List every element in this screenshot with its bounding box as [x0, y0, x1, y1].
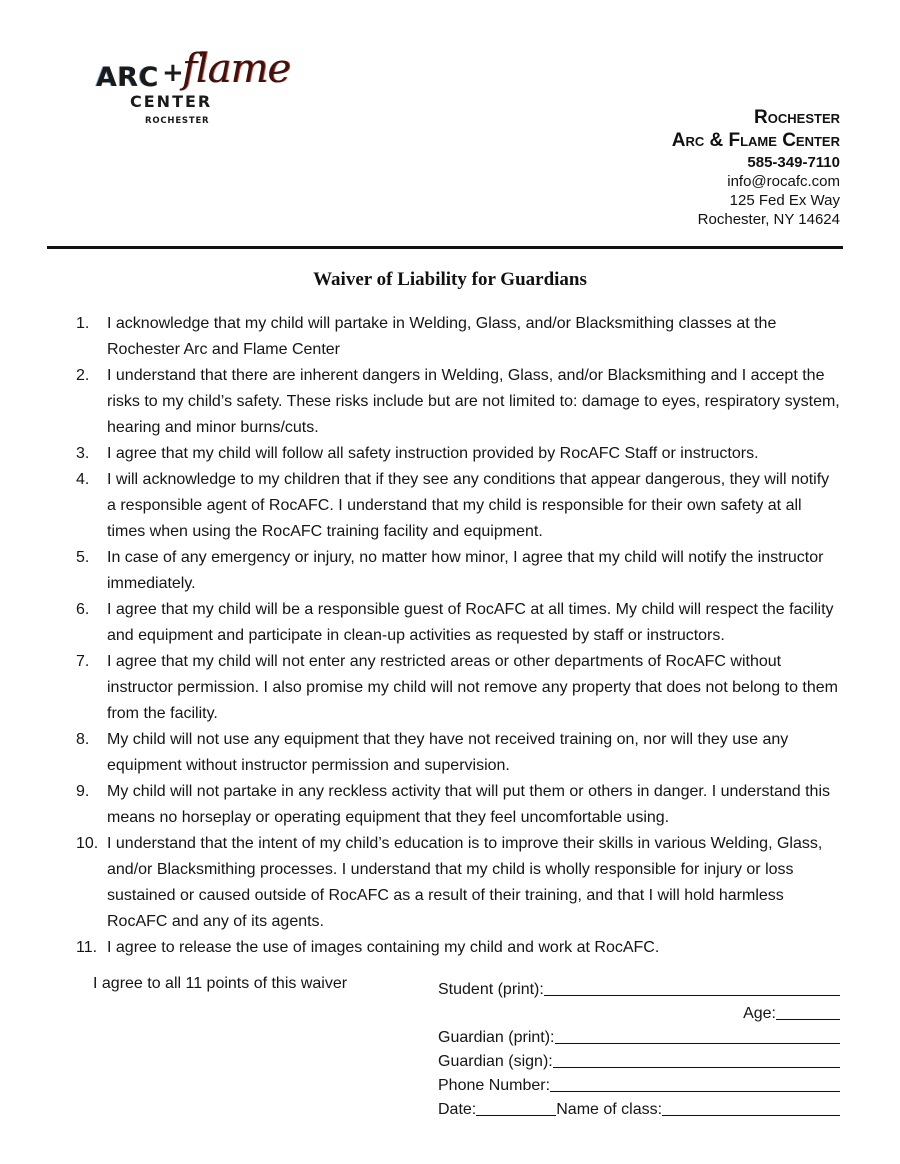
term-number: 9.	[76, 783, 90, 800]
student-print-label: Student (print):	[438, 981, 544, 998]
waiver-term	[0, 831, 900, 935]
org-name-line2: Arc & Flame Center	[671, 130, 840, 151]
term-number: 6.	[76, 601, 90, 618]
term-text: My child will not use any equipment that they have not received training on, nor will they use any equipment without instructor permission and supervision.	[107, 731, 789, 774]
header-divider	[47, 246, 843, 249]
term-text: In case of any emergency or injury, no matter how minor, I agree that my child will notify the instructor immediately.	[107, 549, 824, 592]
term-number: 1.	[76, 315, 90, 332]
waiver-term	[0, 545, 900, 597]
term-number: 10.	[76, 835, 99, 852]
waiver-term	[0, 935, 900, 961]
term-number: 3.	[76, 445, 90, 462]
guardian-print-label: Guardian (print):	[438, 1029, 555, 1046]
contact-email: info@rocafc.com	[727, 173, 840, 190]
age-row	[438, 999, 840, 1023]
class-name-label: Name of class:	[556, 1101, 663, 1118]
org-name-line1: Rochester	[754, 107, 840, 128]
waiver-term	[0, 597, 900, 649]
guardian-print-row	[438, 1023, 840, 1047]
logo-center-text: CENTER	[130, 92, 213, 111]
waiver-term	[0, 649, 900, 727]
signature-block	[438, 975, 840, 1119]
waiver-term	[0, 467, 900, 545]
term-number: 8.	[76, 731, 90, 748]
term-text: I agree that my child will be a responsible guest of RocAFC at all times. My child will respect the facility and equipment and participate in clean-up activities as requested by staff or instructors.	[107, 601, 834, 644]
term-text: My child will not partake in any reckless activity that will put them or others in danger. I understand this means no horseplay or operating equipment that they feel uncomfortable using.	[107, 783, 831, 826]
term-text: I will acknowledge to my children that if they see any conditions that appear dangerous, they will notify a responsible agent of RocAFC. I understand that my child is responsible for their own safety at all times when using the RocAFC training facility and equipment.	[107, 471, 830, 540]
contact-block	[672, 106, 840, 229]
class-name-field[interactable]	[662, 1097, 840, 1116]
term-text: I understand that there are inherent dangers in Welding, Glass, and/or Blacksmithing and I accept the risks to my child’s safety. These risks include but are not limited to: damage to eyes, respiratory system, hearing and minor burns/cuts.	[107, 367, 840, 436]
term-text: I acknowledge that my child will partake in Welding, Glass, and/or Blacksmithing classes at the Rochester Arc and Flame Center	[107, 315, 777, 358]
guardian-signature-field[interactable]	[553, 1049, 840, 1068]
phone-field[interactable]	[550, 1073, 840, 1092]
term-text: I agree that my child will not enter any restricted areas or other departments of RocAFC without instructor permission. I also promise my child will not remove any property that does not belong to them from the facility.	[107, 653, 838, 722]
term-text: I understand that the intent of my child’s education is to improve their skills in various Welding, Glass, and/or Blacksmithing processes. I understand that my child is wholly responsible for injury or loss sustained or caused outside of RocAFC as a result of their training, and that I will hold harmless RocAFC and any of its agents.	[107, 835, 823, 930]
guardian-sign-label: Guardian (sign):	[438, 1053, 553, 1070]
student-print-field[interactable]	[544, 977, 840, 996]
waiver-term	[0, 363, 900, 441]
term-number: 2.	[76, 367, 90, 384]
contact-street: 125 Fed Ex Way	[729, 192, 840, 209]
phone-row	[438, 1071, 840, 1095]
term-number: 7.	[76, 653, 90, 670]
document-title: Waiver of Liability for Guardians	[313, 269, 587, 290]
logo-arc-text: ARC	[96, 62, 160, 93]
age-field[interactable]	[776, 1001, 840, 1020]
age-label: Age:	[743, 1005, 776, 1022]
guardian-sign-row	[438, 1047, 840, 1071]
date-label: Date:	[438, 1101, 477, 1118]
logo-location-text: ROCHESTER	[145, 116, 210, 126]
term-number: 11.	[76, 939, 98, 956]
arc-flame-logo	[92, 44, 291, 134]
agreement-statement: I agree to all 11 points of this waiver	[93, 975, 348, 992]
date-field[interactable]	[476, 1097, 556, 1116]
date-class-row	[438, 1095, 840, 1119]
logo-flame-text: flame	[182, 46, 291, 92]
phone-label: Phone Number:	[438, 1077, 551, 1094]
waiver-terms-list	[0, 311, 900, 961]
student-print-row	[438, 975, 840, 999]
term-number: 5.	[76, 549, 90, 566]
term-number: 4.	[76, 471, 90, 488]
waiver-term	[0, 779, 900, 831]
term-text: I agree to release the use of images containing my child and work at RocAFC.	[107, 939, 660, 956]
contact-city: Rochester, NY 14624	[697, 211, 840, 228]
waiver-term	[0, 727, 900, 779]
guardian-print-field[interactable]	[555, 1025, 841, 1044]
contact-phone: 585-349-7110	[747, 154, 840, 171]
waiver-term	[0, 311, 900, 363]
waiver-term	[0, 441, 900, 467]
logo-plus-text: +	[162, 58, 184, 88]
term-text: I agree that my child will follow all safety instruction provided by RocAFC Staff or instructors.	[107, 445, 759, 462]
